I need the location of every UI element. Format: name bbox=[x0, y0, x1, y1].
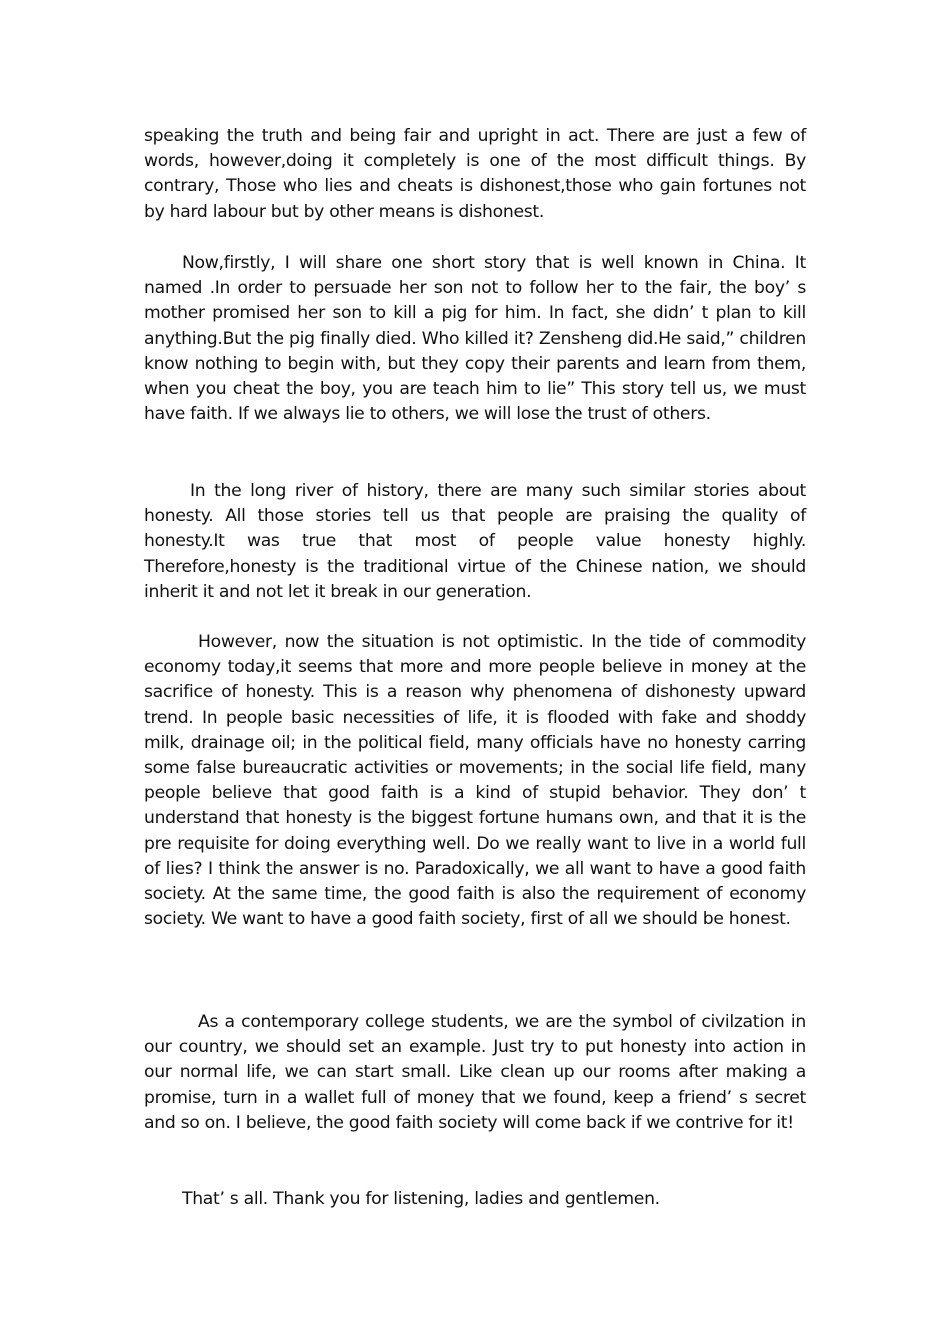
paragraph-zengshen-story: Now,firstly, I will share one short story that is well known in China. It named .In order to persuade her son not to follow her to the fair, the boy’ s mother promised her son to kill a pig for him. In fact, she didn’ t plan to kill anything.But the pig finally died. Who killed it? Zensheng did.He said,” children know nothing to begin with, but they copy their parents and learn from them, when you cheat the boy, you are teach him to lie” This story tell us, we must have faith. If we always lie to others, we will lose the trust of others. bbox=[144, 253, 806, 425]
paragraph-history: In the long river of history, there are many such similar stories about honesty. All those stories tell us that people are praising the quality of honesty.It was true that most of people value honesty highly. Therefore,honesty is the traditional virtue of the Chinese nation, we should inherit it and not let it break in our generation. bbox=[144, 481, 806, 602]
paragraph-closing: That’ s all. Thank you for listening, ladies and gentlemen. bbox=[182, 1189, 660, 1209]
paragraph-situation: However, now the situation is not optimistic. In the tide of commodity economy today,it seems that more and more people believe in money at the sacrifice of honesty. This is a reason why phenomena of dishonesty upward trend. In people basic necessities of life, it is flooded with fake and shoddy milk, drainage oil; in the political field, many officials have no honesty carring some false bureaucratic activities or movements; in the social life field, many people believe that good faith is a kind of stupid behavior. They don’ t understand that honesty is the biggest fortune humans own, and that it is the pre requisite for doing everything well. Do we really want to live in a world full of lies? I think the answer is no. Paradoxically, we all want to have a good faith society. At the same time, the good faith is also the requirement of economy society. We want to have a good faith society, first of all we should be honest. bbox=[144, 632, 806, 930]
paragraph-students: As a contemporary college students, we are the symbol of civilzation in our country, we should set an example. Just try to put honesty into action in our normal life, we can start small. Like clean up our rooms after making a promise, turn in a wallet full of money that we found, keep a friend’ s secret and so on. I believe, the good faith society will come back if we contrive for it! bbox=[144, 1012, 806, 1133]
paragraph-honesty-definition: speaking the truth and being fair and upright in act. There are just a few of words, however,doing it completely is one of the most difficult things. By contrary, Those who lies and cheats is dishonest,those who gain fortunes not by hard labour but by other means is dishonest. bbox=[144, 126, 806, 222]
